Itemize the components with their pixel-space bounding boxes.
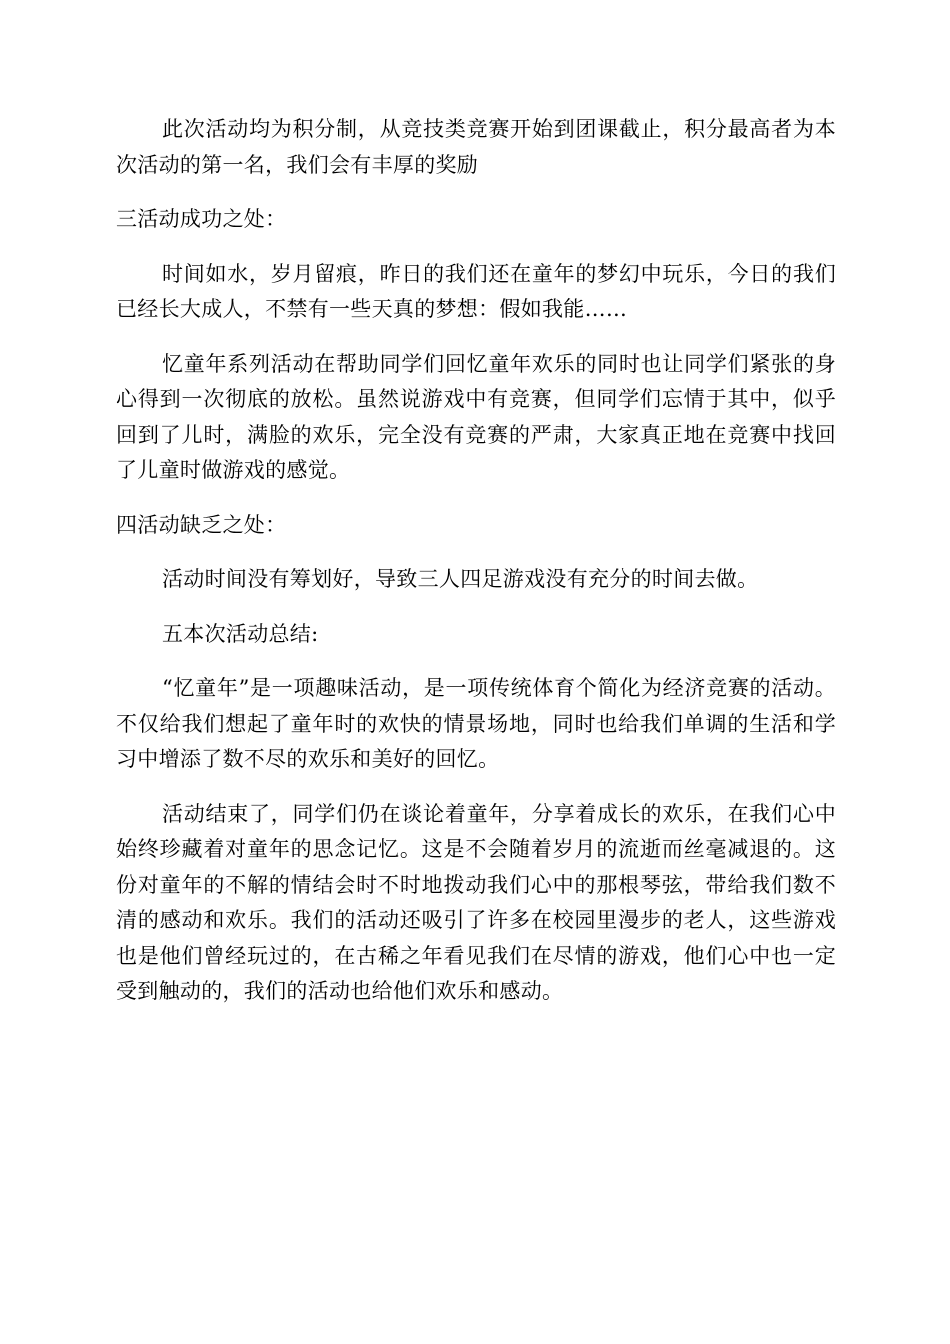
paragraph-childhood-activity: 忆童年系列活动在帮助同学们回忆童年欢乐的同时也让同学们紧张的身心得到一次彻底的放松。虽然说游戏中有竞赛，但同学们忘情于其中，似乎回到了儿时，满脸的欢乐，完全没有竞赛的严肃，大家真正地在竞赛中找回了儿童时做游戏的感觉。	[116, 351, 836, 482]
paragraph-time-like-water: 时间如水，岁月留痕，昨日的我们还在童年的梦幻中玩乐，今日的我们已经长大成人，不禁有一些天真的梦想：假如我能……	[116, 261, 836, 321]
paragraph-fun-activity: “忆童年”是一项趣味活动，是一项传统体育个简化为经济竞赛的活动。不仅给我们想起了童年时的欢快的情景场地，同时也给我们单调的生活和学习中增添了数不尽的欢乐和美好的回忆。	[116, 676, 836, 771]
heading-shortcomings: 四活动缺乏之处：	[116, 512, 287, 537]
document-page	[116, 112, 836, 1010]
heading-summary: 五本次活动总结:	[162, 621, 319, 646]
heading-successes: 三活动成功之处：	[116, 207, 287, 231]
paragraph-activity-ended: 活动结束了，同学们仍在谈论着童年，分享着成长的欢乐，在我们心中始终珍藏着对童年的思念记忆。这是不会随着岁月的流逝而丝毫减退的。这份对童年的不解的情结会时不时地拨动我们心中的那根琴弦，带给我们数不清的感动和欢乐。我们的活动还吸引了许多在校园里漫步的老人，这些游戏也是他们曾经玩过的，在古稀之年看见我们在尽情的游戏，他们心中也一定受到触动的，我们的活动也给他们欢乐和感动。	[116, 801, 836, 1003]
paragraph-time-planning: 活动时间没有筹划好，导致三人四足游戏没有充分的时间去做。	[162, 567, 759, 591]
paragraph-scoring-rules: 此次活动均为积分制，从竞技类竞赛开始到团课截止，积分最高者为本次活动的第一名，我们会有丰厚的奖励	[116, 117, 836, 177]
